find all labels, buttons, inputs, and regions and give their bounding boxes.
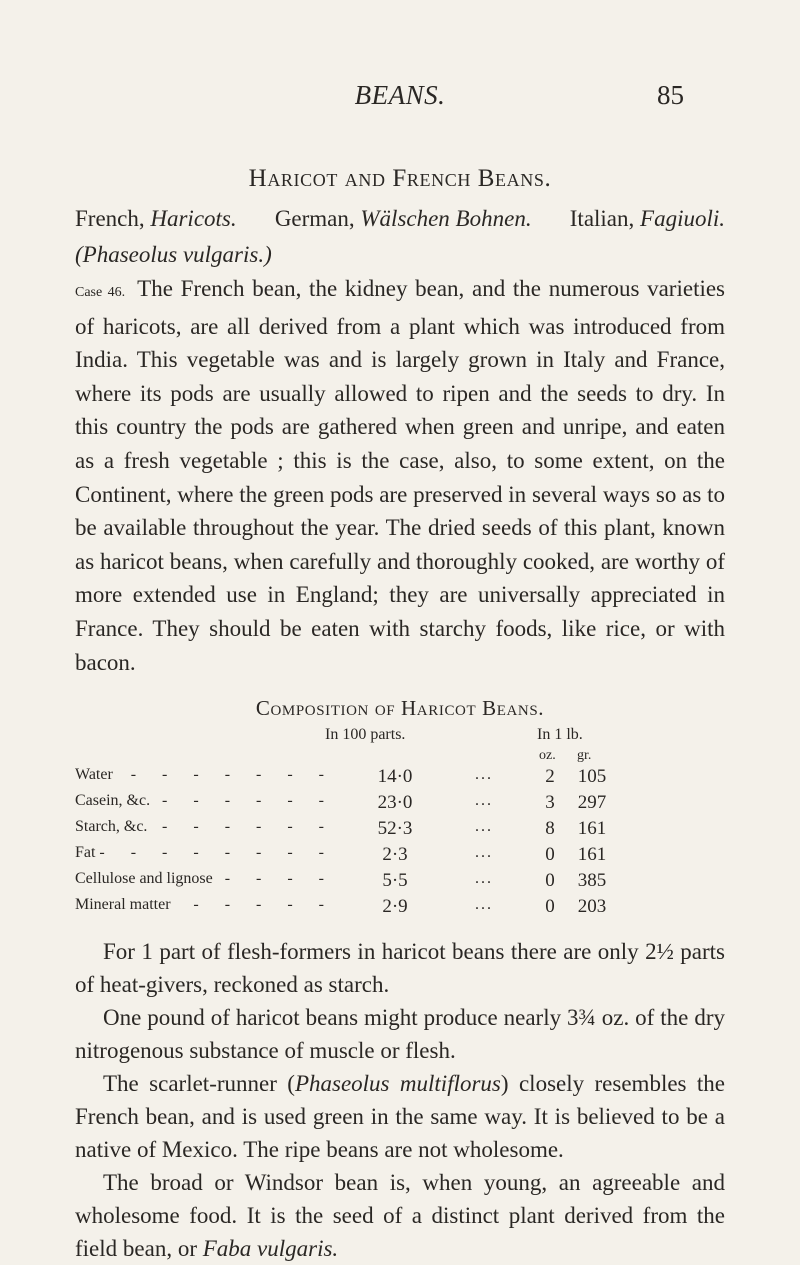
table-row (75, 792, 725, 818)
page-number: 85 (657, 80, 684, 110)
german-name: German, Wälschen Bohnen. (274, 206, 532, 231)
value-100-parts: 52·3 (377, 818, 413, 839)
latin-name: (Phaseolus vulgaris.) (75, 242, 272, 267)
case-label: Case 46. (75, 285, 126, 300)
col-header-100-parts: In 100 parts. (325, 726, 406, 743)
row-label: Cellulose and lignose (75, 870, 213, 887)
language-names (75, 206, 725, 232)
value-gr: 385 (577, 870, 607, 891)
value-gr: 203 (577, 896, 607, 917)
running-head (0, 80, 800, 114)
table-row (75, 870, 725, 896)
table-row (75, 766, 725, 792)
paragraph-scarlet-runner: The scarlet-runner (Phaseolus multiflorus) closely resembles the French bean, and is used green in the same way. It is believed to be a native of Mexico. The ripe beans are not wholesome. (75, 1071, 726, 1162)
row-label: Mineral matter (75, 896, 171, 913)
value-100-parts: 23·0 (377, 792, 413, 813)
paragraph-intro: Case 46. The French bean, the kidney bean, and the numerous varieties of haricots, are all derived from a plant which was introduced from India. This vegetable was and is largely grown in Italy and France, where its pods are usually allowed to ripen and the seeds to dry. In this country the pods are gathered when green and unripe, and eaten as a fresh vegetable ; this is the case, also, to some extent, on the Continent, where the green pods are preserved in several ways so as to be available throughout the year. The dried seeds of this plant, known as haricot beans, when carefully and thoroughly cooked, are worthy of more extended use in England; they are universally appreciated in France. They should be eaten with starchy foods, like rice, or with bacon. (75, 276, 726, 675)
table-title: Composition of Haricot Beans. (255, 696, 545, 720)
row-label: Casein, &c. (75, 792, 151, 809)
running-title: BEANS. (354, 80, 446, 110)
value-oz: 3 (545, 792, 555, 813)
value-gr: 297 (577, 792, 607, 813)
value-100-parts: 2·9 (382, 896, 408, 917)
paragraph-heat-givers: For 1 part of flesh-formers in haricot beans there are only 2½ parts of heat-givers, reckoned as starch. (75, 939, 725, 997)
leader-dashes: - - - - (224, 870, 335, 887)
table-row (75, 896, 725, 922)
french-name: French, Haricots. (75, 206, 237, 231)
leader-dashes: - - - - - - (162, 818, 335, 835)
leader-dashes: - - - - - (193, 896, 335, 913)
value-gr: 105 (577, 766, 607, 787)
value-gr: 161 (577, 844, 607, 865)
leader-dots: ... (475, 818, 493, 835)
value-oz: 2 (545, 766, 555, 787)
value-100-parts: 5·5 (382, 870, 408, 891)
leader-dots: ... (475, 766, 493, 783)
paragraph-nitrogenous: One pound of haricot beans might produce nearly 3¾ oz. of the dry nitrogenous substance of muscle or flesh. (75, 1005, 725, 1063)
table-row (75, 844, 725, 870)
paragraphs-after-table (75, 935, 725, 1265)
unit-gr: gr. (577, 748, 592, 763)
value-gr: 161 (577, 818, 607, 839)
value-oz: 0 (545, 896, 555, 917)
value-100-parts: 2·3 (382, 844, 408, 865)
leader-dots: ... (475, 870, 493, 887)
value-oz: 8 (545, 818, 555, 839)
unit-oz: oz. (539, 748, 556, 763)
value-oz: 0 (545, 844, 555, 865)
section-title: Haricot and French Beans. (248, 165, 552, 192)
leader-dashes: - - - - - - - - (99, 844, 335, 861)
italian-name: Italian, Fagiuoli. (569, 206, 725, 231)
leader-dots: ... (475, 792, 493, 809)
leader-dots: ... (475, 844, 493, 861)
value-oz: 0 (545, 870, 555, 891)
col-header-1-lb: In 1 lb. (537, 726, 583, 743)
table-row (75, 818, 725, 844)
leader-dashes: - - - - - - (162, 792, 335, 809)
leader-dots: ... (475, 896, 493, 913)
paragraph-broad-bean: The broad or Windsor bean is, when young, an agreeable and wholesome food. It is the seed of a distinct plant derived from the field bean, or Faba vulgaris. (75, 1170, 725, 1261)
row-label: Fat (75, 844, 96, 861)
row-label: Water (75, 766, 113, 783)
leader-dashes: - - - - - - - (130, 766, 335, 783)
value-100-parts: 14·0 (377, 766, 413, 787)
row-label: Starch, &c. (75, 818, 148, 835)
